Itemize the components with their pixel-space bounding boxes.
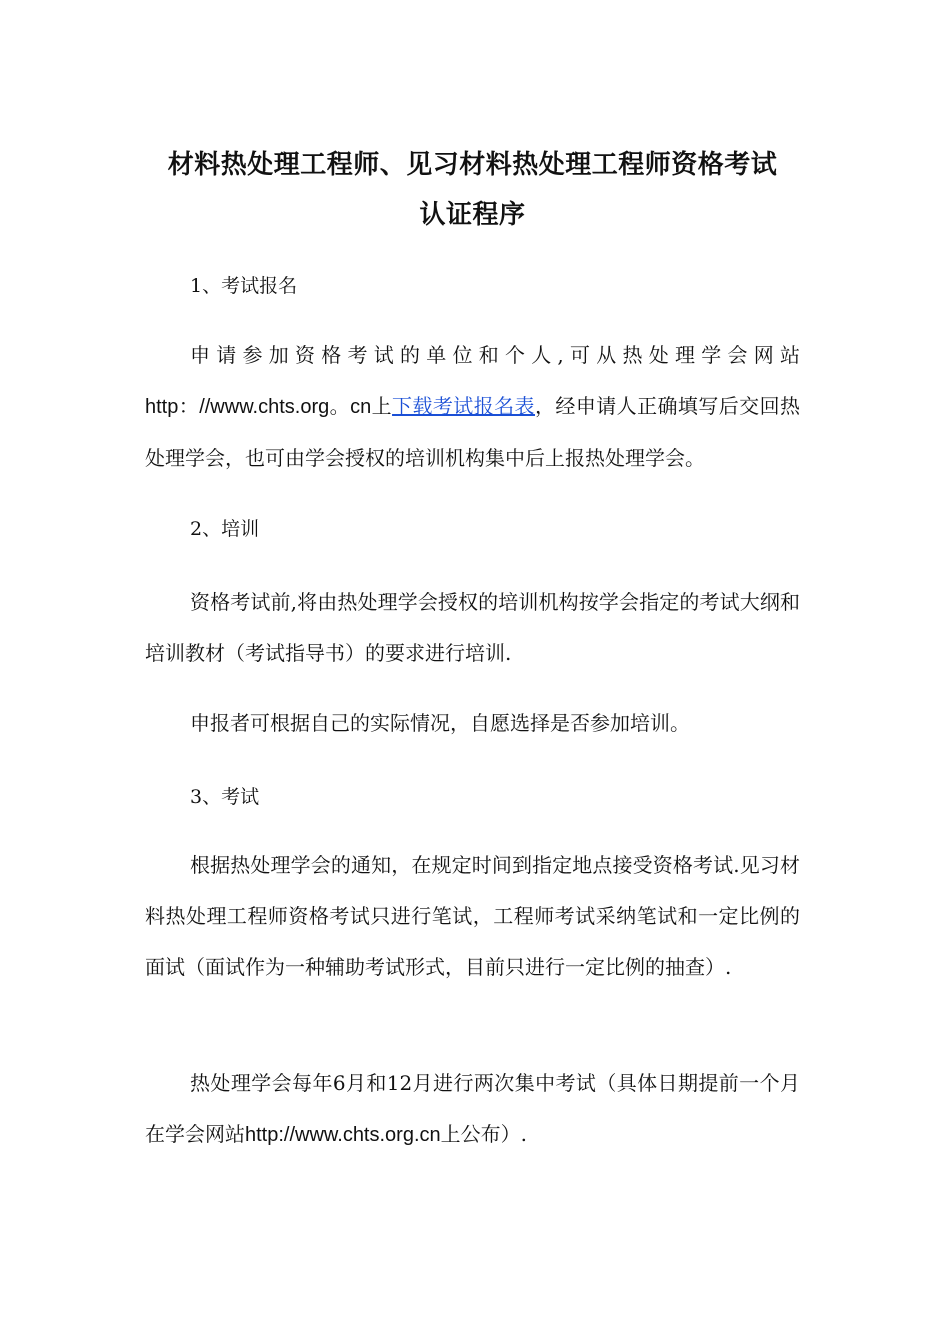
website-url-2: http://www.chts.org.cn [245,1124,441,1146]
title-line-1: 材料热处理工程师、见习材料热处理工程师资格考试 [167,150,778,180]
website-url: http：//www.chts.org。cn [145,396,372,418]
paragraph-training-1: 资格考试前,将由热处理学会授权的培训机构按学会指定的考试大纲和培训教材（考试指导书）的要求进行培训. [145,590,800,665]
paragraph-registration: 申请参加资格考试的单位和个人,可从热处理学会网站http：//www.chts.org。cn上下载考试报名表，经申请人正确填写后交回热处理学会，也可由学会授权的培训机构集中后上报热处理学会。 [145,343,801,470]
paragraph-exam-2: 热处理学会每年6月和12月进行两次集中考试（具体日期提前一个月在学会网站http://www.chts.org.cn上公布）. [145,1071,800,1146]
title-line-2: 认证程序 [419,200,526,230]
document-page [145,140,801,1146]
paragraph-training-2: 申报者可根据自己的实际情况，自愿选择是否参加培训。 [190,711,690,735]
section-heading-training: 2、培训 [190,518,260,540]
download-form-link[interactable]: 下载考试报名表 [392,394,535,418]
section-heading-registration: 1、考试报名 [190,275,298,297]
document-title [145,140,800,240]
section-heading-exam: 3、考试 [190,786,260,808]
paragraph-exam-1: 根据热处理学会的通知，在规定时间到指定地点接受资格考试.见习材料热处理工程师资格考试只进行笔试，工程师考试采纳笔试和一定比例的面试（面试作为一种辅助考试形式，目前只进行一定比例的抽查）. [145,853,800,979]
